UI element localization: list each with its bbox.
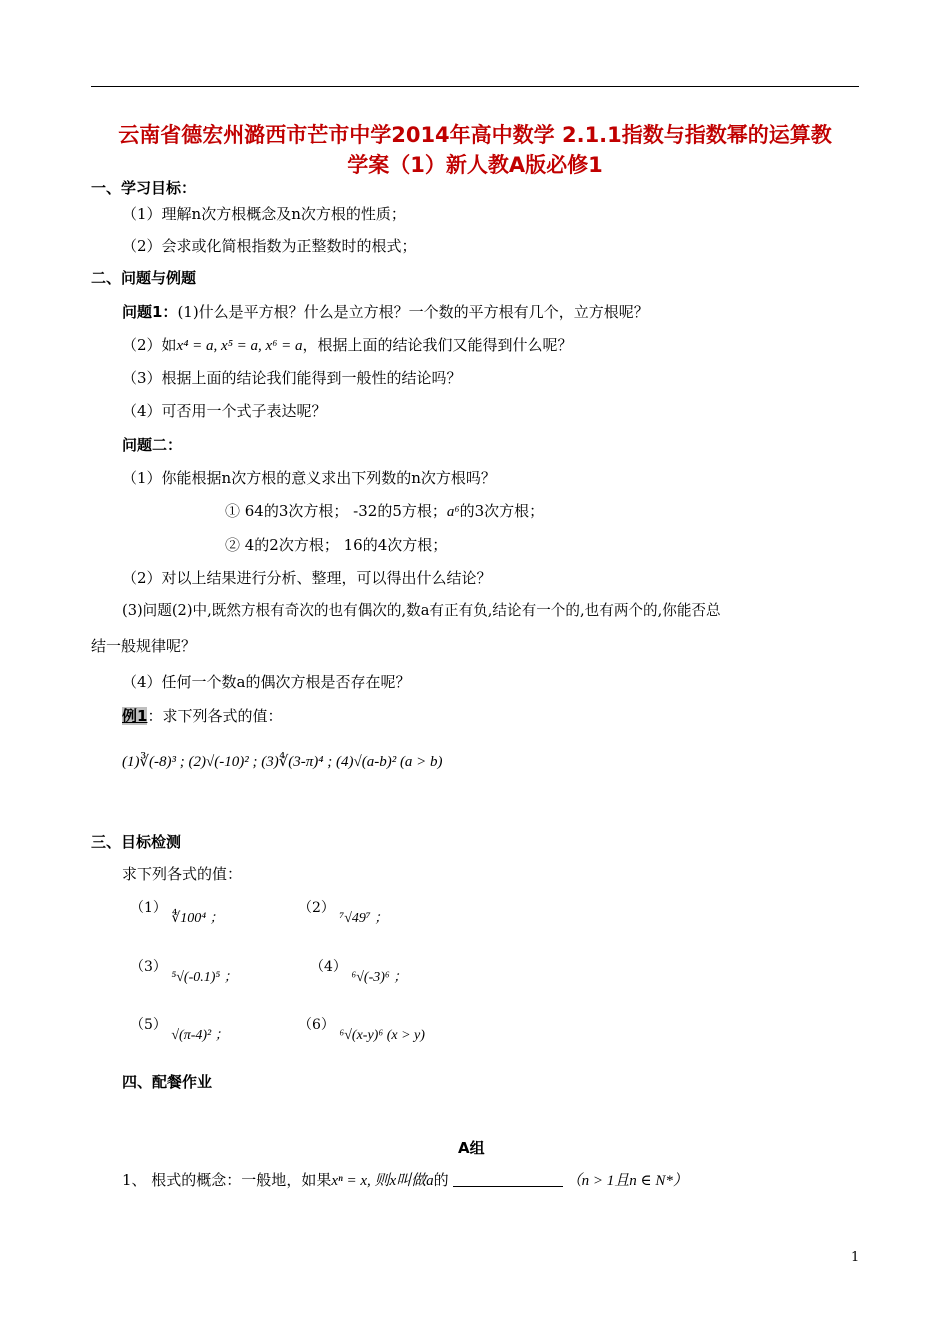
s3-item-5-label: （5） bbox=[130, 1017, 167, 1033]
s3-item-4 bbox=[310, 957, 408, 985]
q1-2-suffix: ，根据上面的结论我们又能得到什么呢？ bbox=[302, 336, 573, 354]
s3-item-2 bbox=[298, 898, 389, 926]
section-2-heading: 二、问题与例题 bbox=[91, 269, 197, 287]
section-3-heading: 三、目标检测 bbox=[91, 833, 182, 851]
q1-text: (1)什么是平方根？什么是立方根？一个数的平方根有几个，立方根呢？ bbox=[177, 303, 649, 321]
q1-2-prefix: （2）如 bbox=[122, 336, 177, 354]
s3-item-4-expr: ⁶√(-3)⁶ ； bbox=[351, 970, 408, 985]
q2-3-line-2: 结一般规律呢？ bbox=[91, 637, 197, 655]
s3-intro: 求下列各式的值： bbox=[122, 865, 243, 883]
s3-item-3-expr: ⁵√(-0.1)⁵ ； bbox=[171, 970, 238, 985]
s3-item-5 bbox=[130, 1015, 229, 1043]
group-a-heading: A组 bbox=[458, 1139, 485, 1157]
s3-item-6-expr: ⁶√(x-y)⁶ (x > y) bbox=[339, 1028, 425, 1043]
s4-item-1-prefix: 1、 根式的概念：一般地，如果 bbox=[122, 1171, 332, 1189]
q1-4-line: （4）可否用一个式子表达呢？ bbox=[122, 402, 327, 420]
example-1-formula: (1)∛(-8)³ ; (2)√(-10)² ; (3)∜(3-π)⁴ ; (4)√(a-b)² (a > b) bbox=[122, 754, 443, 770]
section-1-heading: 一、学习目标： bbox=[91, 179, 197, 197]
q1-label: 问题1： bbox=[122, 303, 178, 321]
s3-item-1 bbox=[130, 898, 224, 926]
s4-item-1-mid: 的 bbox=[433, 1171, 449, 1189]
example-1-label: 例1 bbox=[122, 707, 148, 725]
title-line-1: 云南省德宏州潞西市芒市中学2014年高中数学 2.1.1指数与指数幂的运算教 bbox=[118, 123, 832, 147]
s3-item-2-expr: ⁷√49⁷ ； bbox=[339, 911, 389, 926]
q1-2-line bbox=[122, 335, 573, 356]
s3-item-6-label: （6） bbox=[298, 1017, 335, 1033]
q2-1a-line bbox=[225, 501, 544, 522]
answer-blank[interactable] bbox=[453, 1172, 563, 1187]
q2-2-line: （2）对以上结果进行分析、整理，可以得出什么结论？ bbox=[122, 569, 492, 587]
s3-item-3 bbox=[130, 957, 238, 985]
header-rule bbox=[91, 86, 859, 87]
q2-1a-formula: a⁶ bbox=[446, 504, 460, 520]
page-number: 1 bbox=[851, 1250, 860, 1265]
s4-item-1-condition: （n > 1且n ∈ N*） bbox=[566, 1173, 688, 1189]
example-1-line bbox=[122, 706, 282, 726]
s3-item-1-label: （1） bbox=[130, 900, 167, 916]
s3-item-4-label: （4） bbox=[310, 959, 347, 975]
q1-3-line: （3）根据上面的结论我们能得到一般性的结论吗？ bbox=[122, 369, 462, 387]
s3-item-1-expr: ∜100⁴ ； bbox=[171, 911, 224, 926]
title-line-2: 学案（1）新人教A版必修1 bbox=[347, 153, 603, 177]
q2-4-line: （4）任何一个数a的偶次方根是否存在呢？ bbox=[122, 673, 411, 691]
s1-item-2: （2）会求或化简根指数为正整数时的根式； bbox=[122, 237, 417, 255]
s3-item-3-label: （3） bbox=[130, 959, 167, 975]
q2-1a-prefix: ① 64的3次方根； -32的5方根； bbox=[225, 502, 447, 520]
s4-item-1 bbox=[122, 1170, 688, 1191]
q1-2-formula: x⁴ = a, x⁵ = a, x⁶ = a bbox=[176, 338, 303, 354]
section-4-heading: 四、配餐作业 bbox=[122, 1073, 213, 1091]
q2-3-line-1: (3)问题(2)中,既然方根有奇次的也有偶次的,数a有正有负,结论有一个的,也有两个的,你能否总 bbox=[122, 602, 721, 619]
example-1-text: ：求下列各式的值： bbox=[147, 707, 283, 725]
q2-label: 问题二： bbox=[122, 436, 183, 454]
document-title bbox=[91, 120, 859, 180]
s1-item-1: （1）理解n次方根概念及n次方根的性质； bbox=[122, 205, 406, 223]
s3-item-5-expr: √(π-4)² ； bbox=[171, 1028, 229, 1043]
s3-item-2-label: （2） bbox=[298, 900, 335, 916]
s3-item-6 bbox=[298, 1015, 425, 1043]
q1-line bbox=[122, 302, 649, 322]
q2-1b-line: ② 4的2次方根； 16的4次方根； bbox=[225, 536, 448, 554]
q2-1-line: （1）你能根据n次方根的意义求出下列数的n次方根吗？ bbox=[122, 469, 496, 487]
q2-1a-suffix: 的3次方根； bbox=[459, 502, 545, 520]
s4-item-1-formula: xⁿ = x, 则x叫做a bbox=[331, 1173, 434, 1189]
